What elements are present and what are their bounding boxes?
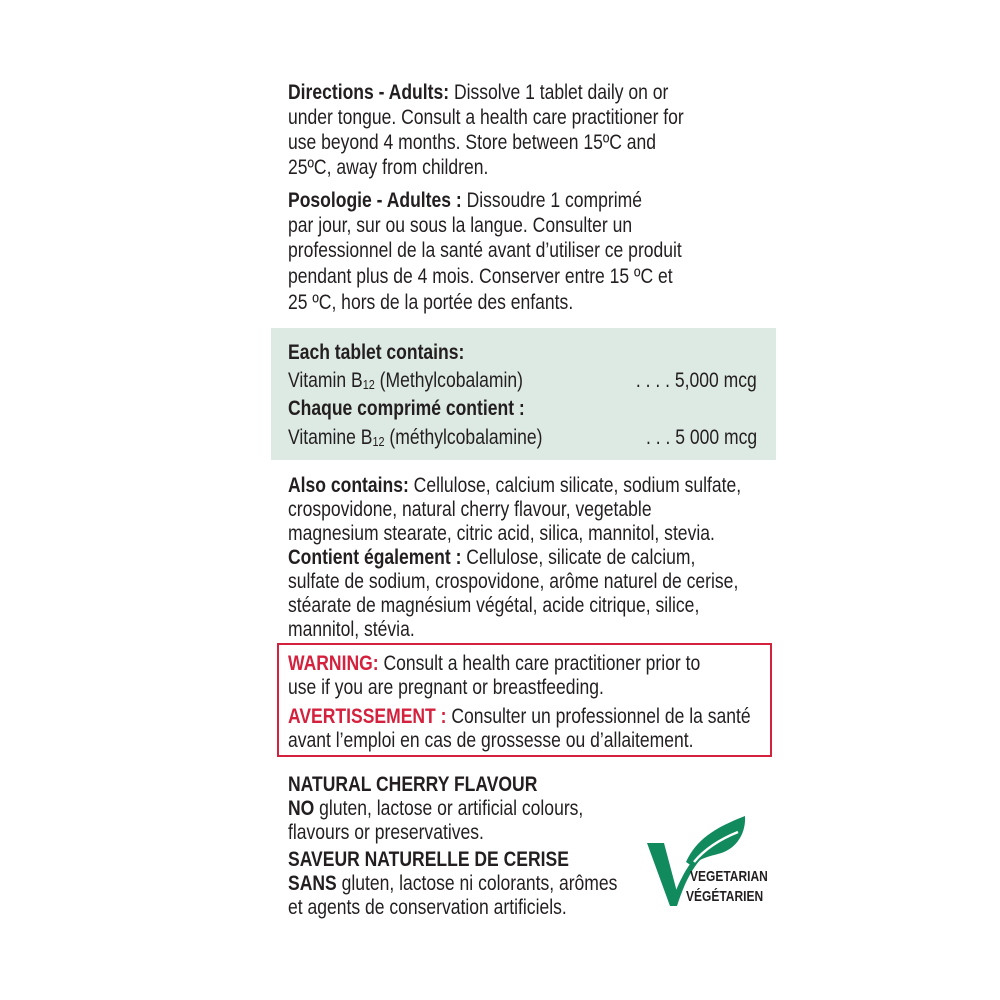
warning-en-line: use if you are pregnant or breastfeeding. bbox=[288, 676, 604, 699]
directions-fr-label: Posologie - Adultes : bbox=[288, 189, 462, 212]
flavour-fr: SAVEUR NATURELLE DE CERISE bbox=[288, 848, 569, 871]
directions-en-line: use beyond 4 months. Store between 15ºC and bbox=[288, 131, 657, 154]
warning-fr-label: AVERTISSEMENT : bbox=[288, 705, 447, 728]
warning-fr-line: avant l’emploi en cas de grossesse ou d’allaitement. bbox=[288, 729, 694, 752]
free-from-fr-line: et agents de conservation artificiels. bbox=[288, 896, 567, 919]
also-contains-fr-line: sulfate de sodium, crospovidone, arôme naturel de cerise, bbox=[288, 570, 739, 593]
directions-fr-line: par jour, sur ou sous la langue. Consulter un bbox=[288, 214, 633, 237]
directions-en-line: under tongue. Consult a health care practitioner for bbox=[288, 106, 684, 129]
also-contains-en-line: magnesium stearate, citric acid, silica, mannitol, stevia. bbox=[288, 522, 715, 545]
directions-fr-line: 25 ºC, hors de la portée des enfants. bbox=[288, 291, 574, 314]
directions-en-label: Directions - Adults: bbox=[288, 81, 450, 104]
directions-en-line: 25ºC, away from children. bbox=[288, 156, 489, 179]
vegetarian-label-en: VEGETARIAN bbox=[690, 868, 768, 885]
also-contains-fr-line: Contient également : Cellulose, silicate de calcium, bbox=[288, 546, 696, 569]
directions-fr-line: professionnel de la santé avant d’utiliser ce produit bbox=[288, 239, 682, 262]
warning-en-label: WARNING: bbox=[288, 652, 379, 675]
directions-fr-line: Posologie - Adultes : Dissoudre 1 comprimé bbox=[288, 189, 643, 212]
facts-amount-en: . . . . 5,000 mcg bbox=[636, 369, 757, 392]
also-contains-en-label: Also contains: bbox=[288, 474, 409, 497]
flavour-en: NATURAL CHERRY FLAVOUR bbox=[288, 773, 538, 796]
facts-heading-fr: Chaque comprimé contient : bbox=[288, 397, 525, 420]
facts-heading-en: Each tablet contains: bbox=[288, 341, 465, 364]
vegetarian-label-fr: VÉGÉTARIEN bbox=[686, 888, 764, 905]
free-from-fr-label: SANS bbox=[288, 872, 337, 895]
facts-amount-fr: . . . 5 000 mcg bbox=[645, 426, 757, 449]
free-from-en-line: NO gluten, lactose or artificial colours, bbox=[288, 797, 584, 820]
directions-en-line: Directions - Adults: Dissolve 1 tablet daily on or bbox=[288, 81, 669, 104]
facts-ingredient-fr: Vitamine B12 (méthylcobalamine) bbox=[288, 426, 543, 449]
also-contains-en-line: crospovidone, natural cherry flavour, vegetable bbox=[288, 498, 652, 521]
warning-en-line: WARNING: Consult a health care practitioner prior to bbox=[288, 652, 701, 675]
free-from-fr-line: SANS gluten, lactose ni colorants, arômes bbox=[288, 872, 618, 895]
also-contains-en-line: Also contains: Cellulose, calcium silicate, sodium sulfate, bbox=[288, 474, 742, 497]
facts-ingredient-en: Vitamin B12 (Methylcobalamin) bbox=[288, 369, 523, 392]
free-from-en-label: NO bbox=[288, 797, 315, 820]
also-contains-fr-label: Contient également : bbox=[288, 546, 462, 569]
free-from-en-line: flavours or preservatives. bbox=[288, 821, 484, 844]
directions-fr-line: pendant plus de 4 mois. Conserver entre 15 ºC et bbox=[288, 265, 673, 288]
also-contains-fr-line: stéarate de magnésium végétal, acide citrique, silice, bbox=[288, 594, 700, 617]
also-contains-fr-line: mannitol, stévia. bbox=[288, 618, 415, 641]
warning-fr-line: AVERTISSEMENT : Consulter un professionnel de la santé bbox=[288, 705, 751, 728]
